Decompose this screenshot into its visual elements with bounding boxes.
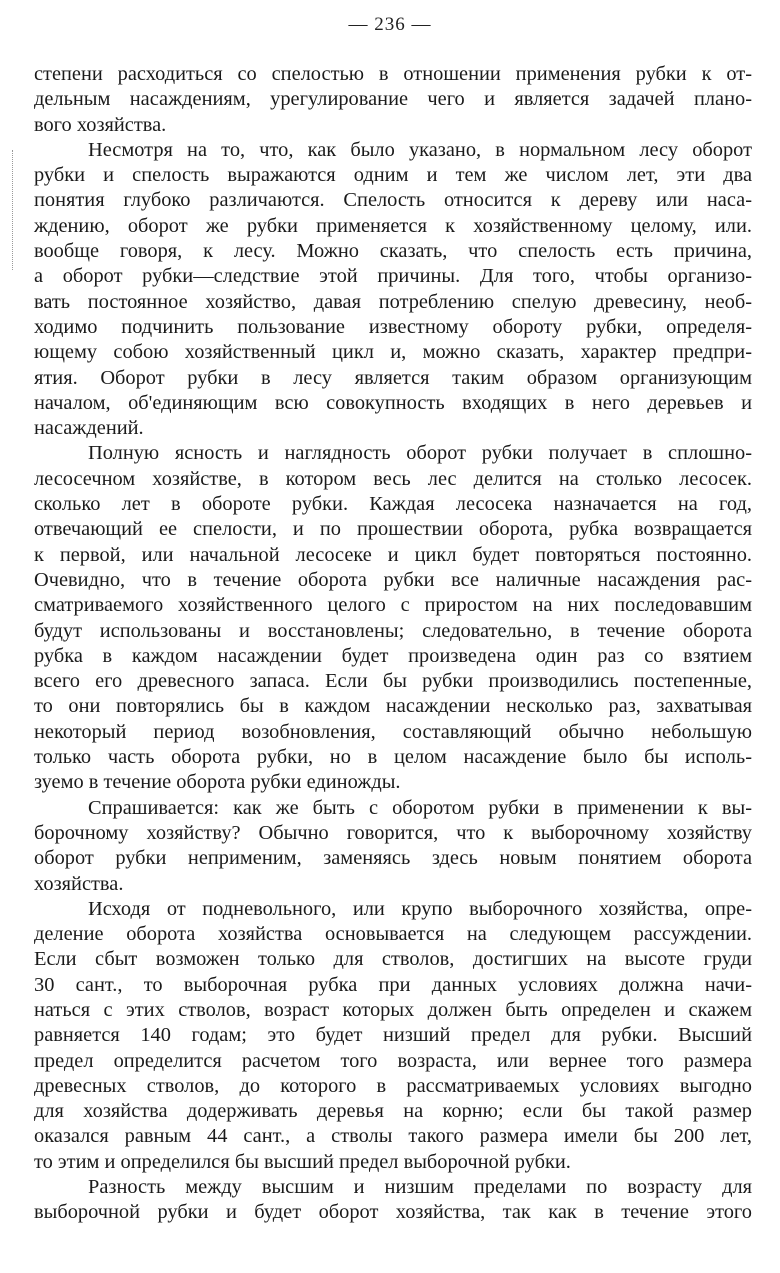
text-line: Несмотря на то, что, как было указано, в нормальном лесу оборот [88,138,752,161]
text-line: деление оборота хозяйства основывается на следующем рассуждении. [34,923,752,946]
text-line: ходимо подчинить пользование известному обороту рубки, определя- [34,315,752,338]
paragraph [34,796,752,897]
text-line: наться с этих стволов, возраст которых должен быть определен и скажем [34,998,752,1021]
text-line: 30 сант., то выборочная рубка при данных условиях должна начи- [34,973,752,996]
text-line: всего его древесного запаса. Если бы рубки производились постепенные, [34,670,752,693]
text-line: степени расходиться со спелостью в отношении применения рубки к от- [34,63,752,85]
text-line: Полную ясность и наглядность оборот рубки получает в сплошно- [88,442,752,465]
text-line: Разность между высшим и низшим пределами по возрасту для [88,1176,752,1199]
text-line: насаждений. [34,417,144,440]
text-line: будут использованы и восстановлены; следовательно, в течение оборота [34,619,752,642]
text-line: зуемо в течение оборота рубки единожды. [34,771,401,794]
text-line: сматриваемого хозяйственного целого с приростом на них последовавшим [34,594,752,617]
text-line: рубки и спелость выражаются одним и тем же числом лет, эти два [34,164,752,187]
body-text [34,62,752,1226]
text-line: а оборот рубки—следствие этой причины. Для того, чтобы организо- [34,265,752,288]
text-line: вать постоянное хозяйство, давая потреблению спелую древесину, необ- [34,290,752,313]
margin-mark [12,150,14,270]
text-line: Очевидно, что в течение оборота рубки все наличные насаждения рас- [34,568,752,591]
text-line: отвечающий ее спелости, и по прошествии оборота, рубка возвращается [34,518,752,541]
text-line: оборот рубки неприменим, заменяясь здесь новым понятием оборота [34,847,752,870]
paragraph [34,897,752,1175]
text-line: Спрашивается: как же быть с оборотом рубки в применении к вы- [88,796,752,819]
text-line: для хозяйства додерживать деревья на корню; если бы такой размер [34,1100,752,1123]
text-line: сколько лет в обороте рубки. Каждая лесосека назначается на год, [34,493,752,516]
text-line: то они повторялись бы в каждом насаждении несколько раз, захватывая [34,695,752,718]
text-line: то этим и определился бы высший предел выборочной рубки. [34,1150,571,1173]
text-line: рубка в каждом насаждении будет произведена один раз со взятием [34,644,752,667]
text-line: древесных стволов, до которого в рассматриваемых условиях выгодно [34,1074,752,1097]
text-line: лесосечном хозяйстве, в котором весь лес делится на столько лесосек. [34,467,752,490]
text-line: ющему собою хозяйственный цикл и, можно сказать, характер предпри- [34,341,752,364]
paragraph [34,1175,752,1226]
text-line: оказался равным 44 сант., а стволы такого размера имели бы 200 лет, [34,1125,752,1148]
text-line: Если сбыт возможен только для стволов, достигших на высоте груди [34,948,752,971]
text-line: к первой, или начальной лесосеке и цикл будет повторяться постоянно. [34,543,752,566]
text-line: ятия. Оборот рубки в лесу является таким образом организующим [34,366,752,389]
text-line: дельным насаждениям, урегулирование чего и является задачей плано- [34,88,752,111]
text-line: борочному хозяйству? Обычно говорится, что к выборочному хозяйству [34,821,752,844]
text-line: вообще говоря, к лесу. Можно сказать, что спелость есть причина, [34,240,752,263]
text-line: равняется 140 годам; это будет низший предел для рубки. Высший [34,1024,752,1047]
text-line: понятия глубоко различаются. Спелость относится к дереву или наса- [34,189,752,212]
text-line: только часть оборота рубки, но в целом насаждение было бы исполь- [34,746,752,769]
paragraph [34,62,752,138]
text-line: выборочной рубки и будет оборот хозяйства, так как в течение этого [34,1201,752,1224]
paragraph [34,138,752,442]
text-line: предел определится расчетом того возраста, или вернее того размера [34,1049,752,1072]
paragraph [34,441,752,795]
page-number: — 236 — [348,14,432,35]
text-line: ждению, оборот же рубки применяется к хозяйственному целому, или. [34,214,752,237]
text-line: некоторый период возобновления, составляющий обычно небольшую [34,720,752,743]
text-line: началом, об'единяющим всю совокупность входящих в него деревьев и [34,391,752,414]
text-line: Исходя от подневольного, или крупо выборочного хозяйства, опре- [88,897,752,920]
text-line: вого хозяйства. [34,113,167,136]
text-line: хозяйства. [34,872,124,895]
